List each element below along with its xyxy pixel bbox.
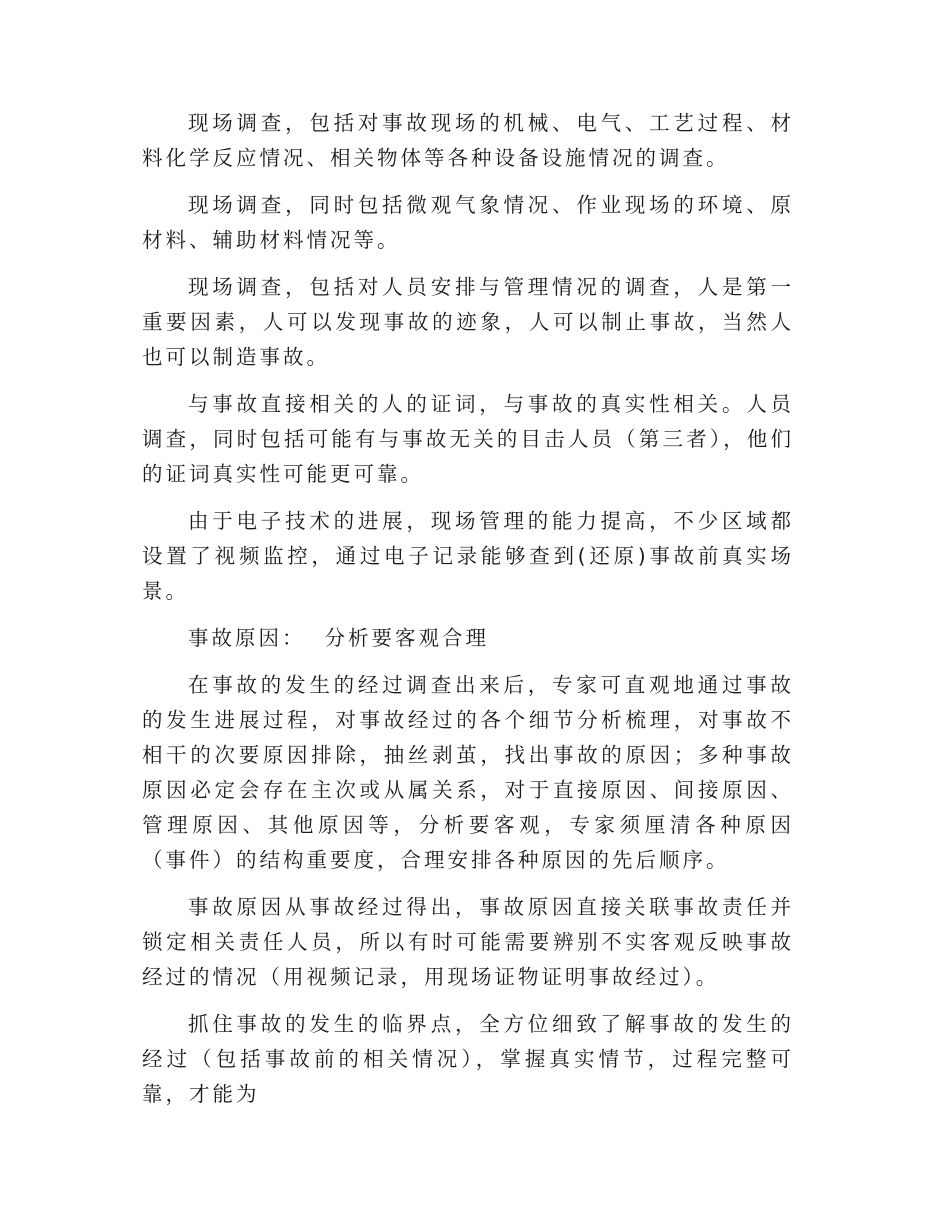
paragraph-cause-analysis: 在事故的发生的经过调查出来后，专家可直观地通过事故的发生进展过程，对事故经过的各个细节分析梳理，对事故不相干的次要原因排除，抽丝剥茧，找出事故的原因；多种事故原因必定会存在主次或从属关系，对于直接原因、间接原因、管理原因、其他原因等，分析要客观，专家须厘清各种原因（事件）的结构重要度，合理安排各种原因的先后顺序。 [142,673,794,872]
paragraph-video-surveillance: 由于电子技术的进展，现场管理的能力提高，不少区域都设置了视频监控，通过电子记录能够查到(还原)事故前真实场景。 [142,509,794,603]
paragraph-scene-personnel: 现场调查，包括对人员安排与管理情况的调查，人是第一重要因素，人可以发现事故的迹象，人可以制止事故，当然人也可以制造事故。 [142,275,794,369]
paragraph-witness-testimony: 与事故直接相关的人的证词，与事故的真实性相关。人员调查，同时包括可能有与事故无关的目击人员（第三者），他们的证词真实性可能更可靠。 [142,392,794,486]
document-body [142,106,794,1124]
paragraph-scene-equipment: 现场调查，包括对事故现场的机械、电气、工艺过程、材料化学反应情况、相关物体等各种设备设施情况的调查。 [142,111,794,170]
paragraph-cause-responsibility: 事故原因从事故经过得出，事故原因直接关联事故责任并锁定相关责任人员，所以有时可能需要辨别不实客观反映事故经过的情况（用视频记录，用现场证物证明事故经过）。 [142,895,794,989]
paragraph-critical-point: 抓住事故的发生的临界点，全方位细致了解事故的发生的经过（包括事故前的相关情况），掌握真实情节，过程完整可靠，才能为 [142,1012,794,1106]
paragraph-scene-environment: 现场调查，同时包括微观气象情况、作业现场的环境、原材料、辅助材料情况等。 [142,193,794,252]
section-heading-accident-cause: 事故原因： 分析要客观合理 [188,626,490,650]
